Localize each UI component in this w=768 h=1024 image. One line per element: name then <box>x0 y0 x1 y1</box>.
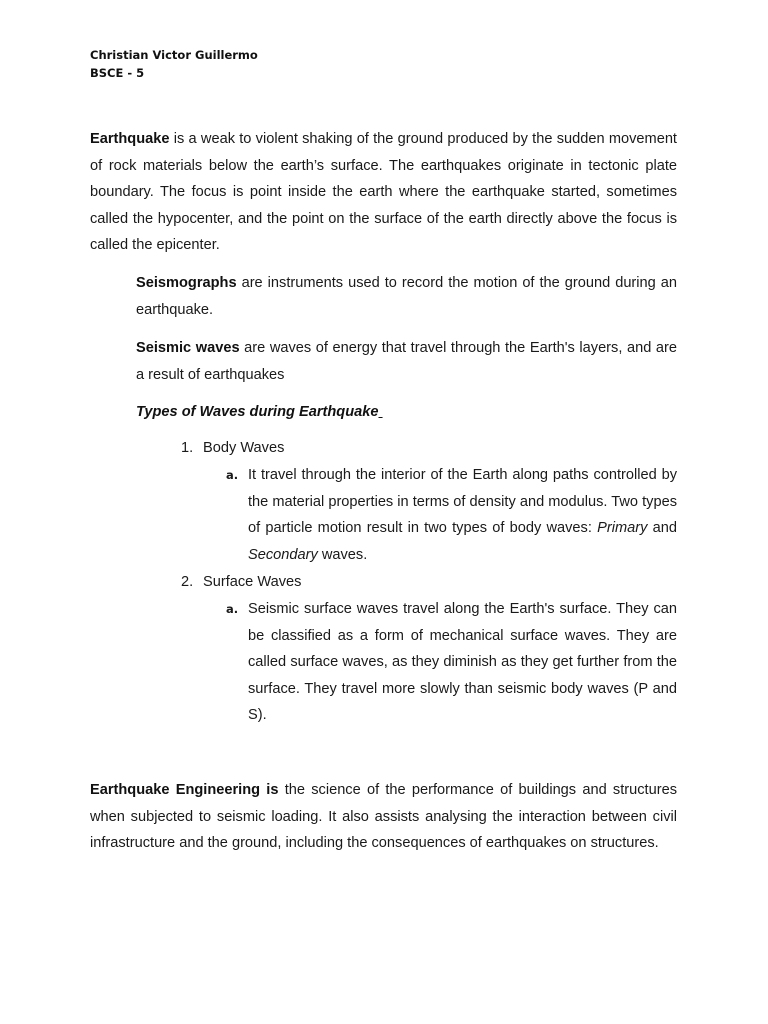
earthquake-text: is a weak to violent shaking of the ground produced by the sudden movement of rock materials below the earth’s surface. The earthquakes originate in tectonic plate boundary. The focus is point inside the earth where the earthquake started, sometimes called the hypocenter, and the point on the surface of the earth directly above the focus is called the epicenter. <box>90 131 677 254</box>
body-waves-description: It travel through the interior of the Earth along paths controlled by the material properties in terms of density and modulus. Two types of particle motion result in two types of body waves: Primary and Secondary waves. <box>248 467 677 563</box>
list-item-1-number: 1. <box>181 440 194 456</box>
surface-waves-description: Seismic surface waves travel along the Earth's surface. They can be classified as a form of mechanical surface waves. They are called surface waves, as they diminish as they get further from the surface. They travel more slowly than seismic body waves (P and S). <box>248 601 677 724</box>
list-item-2-title: Surface Waves <box>203 574 302 590</box>
primary-term: Primary <box>597 520 648 537</box>
seismic-waves-paragraph <box>136 335 677 388</box>
list-item-2-number: 2. <box>181 574 194 590</box>
engineering-term: Earthquake Engineering is <box>90 782 279 798</box>
secondary-term: Secondary <box>248 546 318 563</box>
list-item-2-sub-marker: a. <box>226 602 239 616</box>
list-item-1-title: Body Waves <box>203 440 285 456</box>
seismographs-term: Seismographs <box>136 275 237 291</box>
seismic-waves-term: Seismic waves <box>136 340 240 356</box>
earthquake-term: Earthquake <box>90 131 170 147</box>
types-heading: Types of Waves during Earthquake <box>136 404 379 420</box>
engineering-text: the science of the performance of buildings and structures when subjected to seismic loading. It also assists analysing the interaction between civil infrastructure and the ground, including the consequences of earthquakes on structures. <box>90 782 677 852</box>
author-name: Christian Victor Guillermo <box>90 48 258 62</box>
earthquake-paragraph <box>90 126 677 259</box>
author-header <box>90 46 258 82</box>
list-item-1-sub-marker: a. <box>226 468 239 482</box>
author-course: BSCE - 5 <box>90 66 145 80</box>
seismographs-text: are instruments used to record the motion of the ground during an earthquake. <box>136 275 677 318</box>
seismographs-paragraph <box>136 270 677 323</box>
seismic-waves-text: are waves of energy that travel through the Earth's layers, and are a result of earthquakes <box>136 340 678 383</box>
engineering-paragraph <box>90 777 677 857</box>
